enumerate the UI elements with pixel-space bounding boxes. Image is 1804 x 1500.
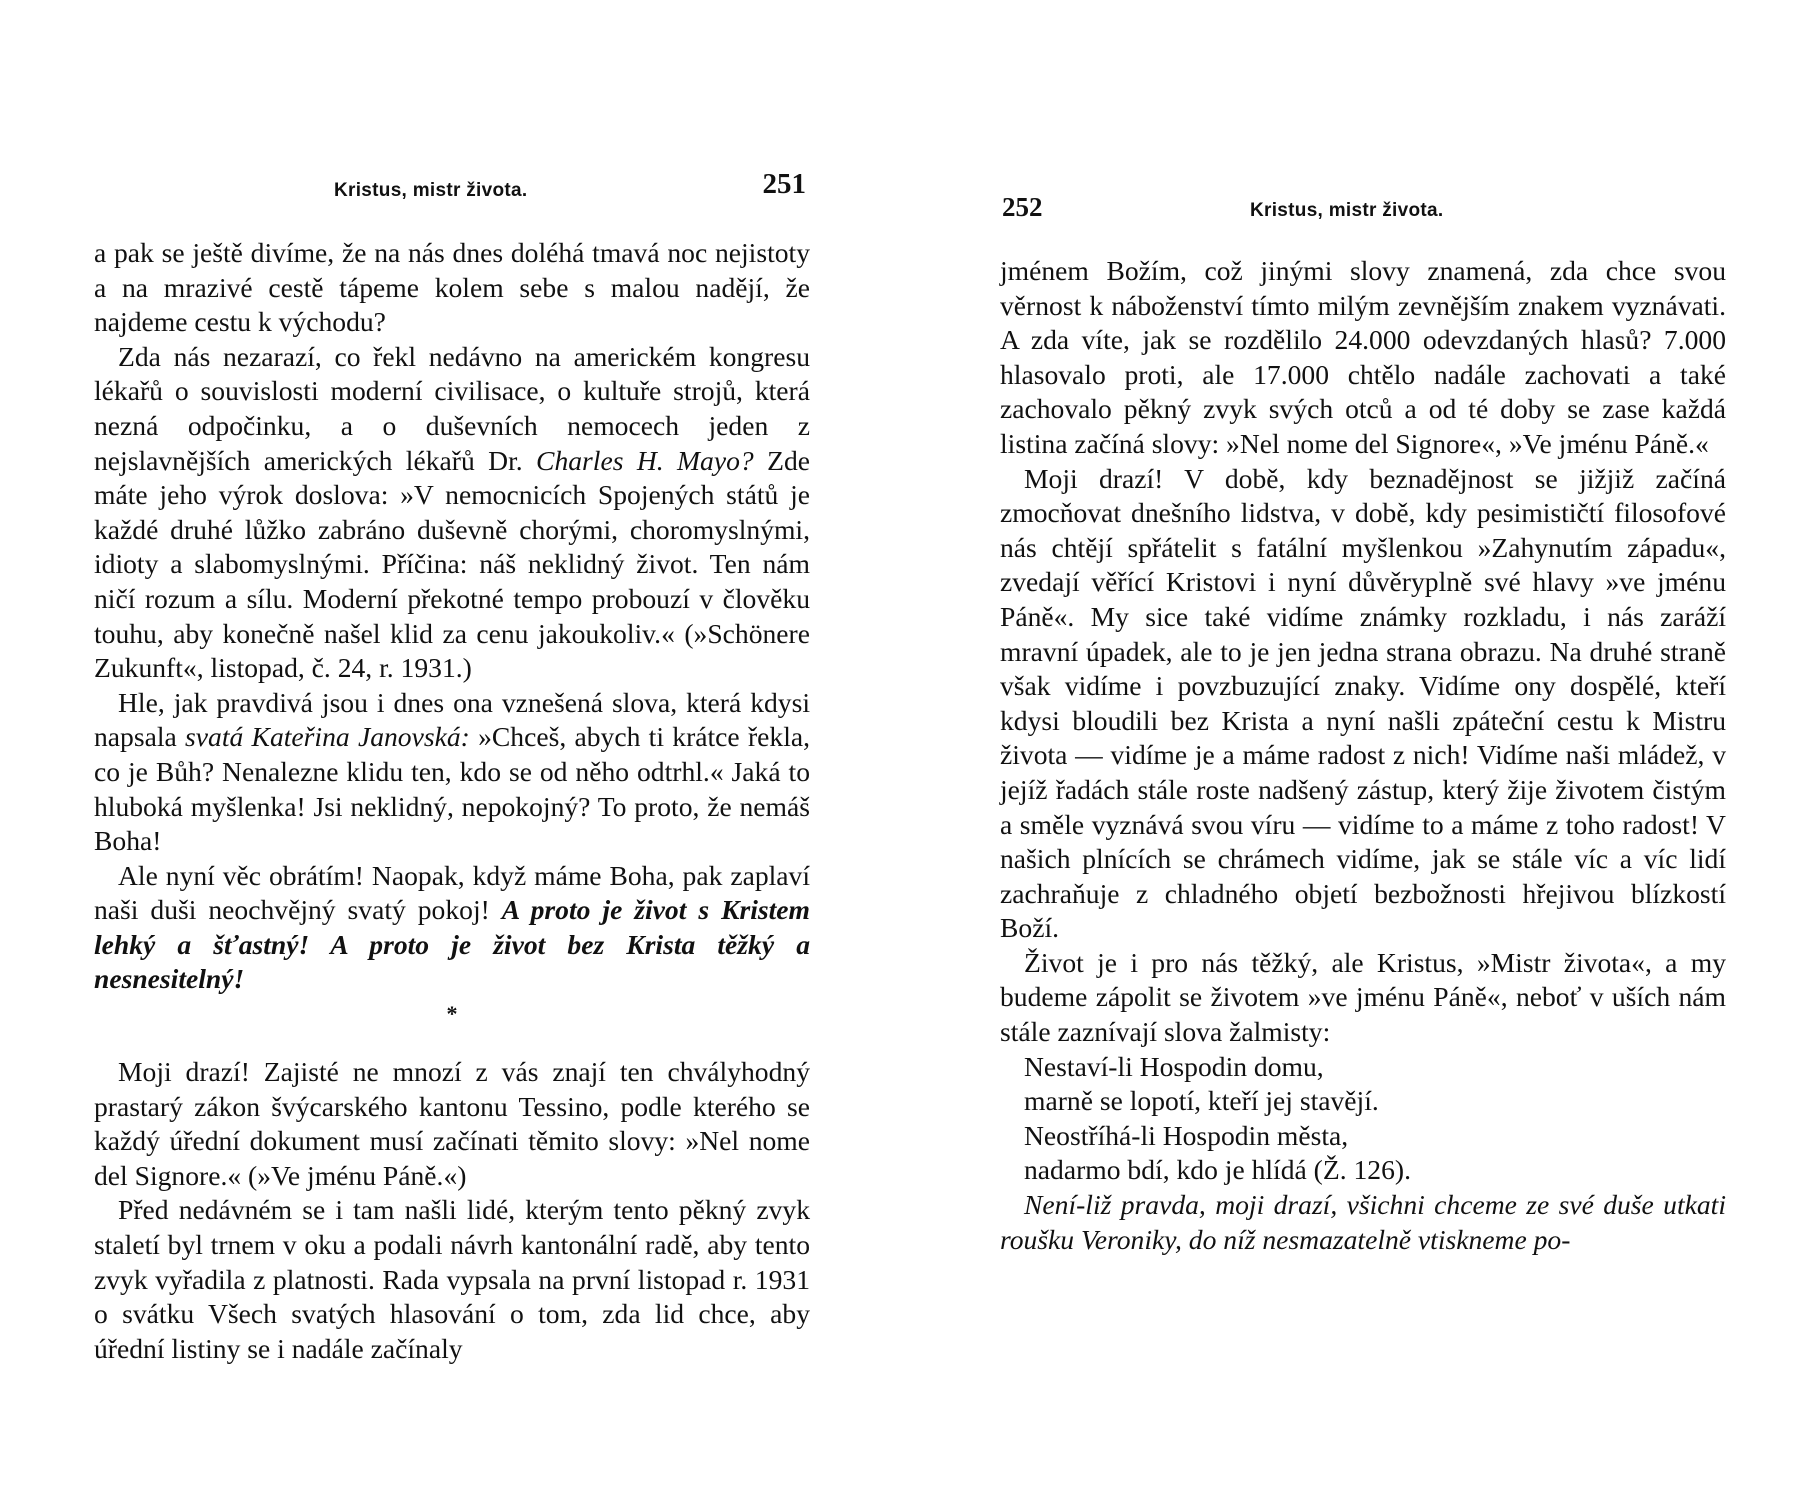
italic-name: Charles H. Mayo? — [536, 444, 754, 476]
section-separator: * — [446, 1001, 458, 1027]
paragraph — [94, 340, 810, 686]
paragraph-text: Ale nyní věc obrátím! Naopak, když máme Boha, pak zaplaví naši duši neochvějný svatý pokoj! — [94, 859, 810, 926]
paragraph: a pak se ještě divíme, že na nás dnes doléhá tmavá noc nejistoty a na mrazivé cestě tápeme kolem sebe s malou nadějí, že najdeme cestu k východu? — [94, 237, 810, 338]
paragraph-text: Zde máte jeho výrok doslova: »V nemocnicích Spojených států je každé druhé lůžko zabráno duševně chorými, choromyslnými, idioty a slabomyslnými. Příčina: náš neklidný život. Ten nám ničí rozum a sílu. Moderní překotné tempo probouzí v člověku touhu, aby konečně našel klid za cenu jakoukoliv.« (»Schönere Zukunft«, listopad, č. 24, r. 1931.) — [94, 444, 810, 684]
psalm-verse: marně se lopotí, kteří jej stavějí. — [1024, 1085, 1379, 1117]
right-running-head — [1000, 168, 1726, 222]
paragraph-text: Zda nás nezarazí, co řekl nedávno na americkém kongresu lékařů o souvislosti moderní civilisace, o kultuře strojů, která nezná odpočinku, a o duševních nemocech jeden z nejslavnějších amerických lékařů Dr. — [94, 340, 810, 476]
right-page-number: 252 — [1002, 192, 1043, 222]
paragraph-text: Hle, jak pravdivá jsou i dnes ona vznešená slova, která kdysi napsala — [94, 686, 810, 753]
psalm-verse: Neostříhá-li Hospodin města, — [1024, 1119, 1349, 1151]
left-page-number: 251 — [762, 168, 806, 200]
paragraph — [94, 859, 810, 997]
paragraph: Před nedávném se i tam našli lidé, kterým tento pěkný zvyk staletí byl trnem v oku a podali návrh kantonální radě, aby tento zvyk vyřadila z platnosti. Rada vypsala na první listopad r. 1931 o svátku Všech svatých hlasování o tom, zda lid chce, aby úřední listiny se i nadále začínaly — [94, 1194, 810, 1364]
paragraph-text: »Chceš, abych ti krátce řekla, co je Bůh? Nenalezne klidu ten, kdo se od něho odtrhl.« Jaká to hluboká myšlenka! Jsi neklidný, nepokojný? To proto, že nemáš Boha! — [94, 721, 811, 857]
right-page-body — [1000, 254, 1726, 1257]
psalm-verse: nadarmo bdí, kdo je hlídá (Ž. 126). — [1024, 1154, 1411, 1186]
paragraph: Život je i pro nás těžký, ale Kristus, »Mistr života«, a my budeme zápolit se životem »ve jménu Páně«, neboť v uších nám stále zaznívají slova žalmisty: — [1000, 946, 1726, 1048]
paragraph: Moji drazí! V době, kdy beznadějnost se jižjiž začíná zmocňovat dnešního lidstva, v době, kdy pesimističtí filosofové nás chtějí spřátelit s fatální myšlenkou »Zahynutím západu«, zvedají věřící Kristovi i nyní důvěryplně své hlavy »ve jménu Páně«. My sice také vidíme známky rozkladu, i nás zaráží mravní úpadek, ale to je jen jedna strana obrazu. Na druhé straně však vidíme i povzbuzující znaky. Vidíme ony dospělé, kteří kdysi bloudili bez Krista a nyní našli zpáteční cestu k Mistru života — vidíme je a máme radost z nich! Vidíme naši mládež, v jejíž řadách stále roste nadšený zástup, který žije životem čistým a směle vyznává svou víru — vidíme to a máme z toho radost! V našich plnících se chrámech vidíme, jak se stále víc a víc lidí zachraňuje z chladného objetí bezbožnosti hřejivou blízkostí Boží. — [1000, 462, 1726, 944]
paragraph: jménem Božím, což jinými slovy znamená, zda chce svou věrnost k náboženství tímto milým zevnějším znakem vyznávati. A zda víte, jak se rozdělilo 24.000 odevzdaných hlasů? 7.000 hlasovalo proti, ale 17.000 chtělo nadále zachovati a také zachovalo pěkný zvyk svých otců a od té doby se zase každá listina začíná slovy: »Nel nome del Signore«, »Ve jménu Páně.« — [1000, 255, 1726, 459]
paragraph: Moji drazí! Zajisté ne mnozí z vás znají ten chvályhodný prastarý zákon švýcarského kantonu Tessino, podle kterého se každý úřední dokument musí začínati těmito slovy: »Nel nome del Signore.« (»Ve jménu Páně.«) — [94, 1056, 810, 1191]
emphasis-text: A proto je život s Kristem lehký a šťastný! A proto je život bez Krista těžký a nesnesitelný! — [94, 894, 810, 995]
paragraph — [94, 686, 810, 859]
italic-name: svatá Kateřina Janovská: — [185, 721, 470, 753]
right-running-title: Kristus, mistr života. — [1250, 200, 1444, 221]
left-running-title: Kristus, mistr života. — [334, 180, 528, 201]
left-running-head — [94, 168, 810, 208]
paragraph: Není-liž pravda, moji drazí, všichni chceme ze své duše utkati roušku Veroniky, do níž nesmazatelně vtiskneme po- — [1000, 1189, 1726, 1255]
psalm-verse: Nestaví-li Hospodin domu, — [1024, 1050, 1324, 1082]
left-page-body — [94, 236, 810, 1366]
